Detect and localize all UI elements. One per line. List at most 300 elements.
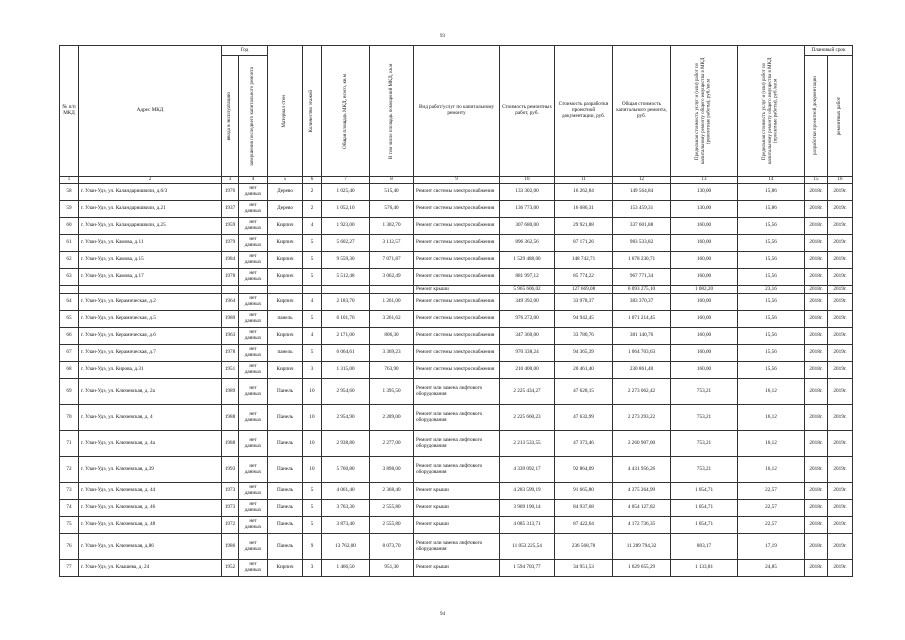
cell-p1: 2018г. — [805, 379, 828, 405]
cell-fl — [303, 286, 322, 294]
cell-p2: 2019г. — [828, 500, 853, 517]
table-row — [60, 294, 853, 311]
cell-y2: нет данных — [239, 483, 268, 500]
table-row — [60, 379, 853, 405]
cell-p1: 2018г. — [805, 252, 828, 269]
cell-addr: г. Улан-Удэ, ул. Ключевская, д. 48 — [79, 517, 222, 534]
table-row — [60, 252, 853, 269]
cell-y1: 1963 — [222, 328, 239, 345]
cell-pa: 515,40 — [370, 184, 414, 201]
cell-mat: панель — [268, 311, 303, 328]
cell-y2: нет данных — [239, 362, 268, 379]
cell-rc: 1 529 488,00 — [500, 252, 555, 269]
cell-l1: 160,00 — [671, 328, 738, 345]
header-premises-area: В том числе площадь помещений МКД, кв.м — [370, 46, 414, 177]
cell-pa: 763,90 — [370, 362, 414, 379]
cell-addr: г. Улан-Удэ, ул. Каландаришвили, д.25 — [79, 218, 222, 235]
cell-l2: 16,12 — [738, 457, 805, 483]
cell-ta: 1 315,00 — [322, 362, 370, 379]
cell-work: Ремонт крыши — [414, 500, 500, 517]
cell-rc: 2 213 533,55 — [500, 431, 555, 457]
cell-y1: 1989 — [222, 379, 239, 405]
cell-l2: 22,57 — [738, 517, 805, 534]
column-number: 13 — [671, 177, 738, 184]
cell-dc: 47 632,99 — [555, 405, 613, 431]
cell-rc: 210 400,00 — [500, 362, 555, 379]
cell-tc: 967 771,34 — [613, 269, 671, 286]
cell-n — [60, 286, 79, 294]
cell-y2: нет данных — [239, 534, 268, 560]
cell-p1: 2018г. — [805, 483, 828, 500]
cell-l1: 753,21 — [671, 405, 738, 431]
cell-rc: 4 085 313,71 — [500, 517, 555, 534]
cell-ta: 1 025,40 — [322, 184, 370, 201]
cell-dc: 47 628,15 — [555, 379, 613, 405]
header-work-type: Вид работ/услуг по капитальному ремонту — [414, 46, 500, 177]
cell-y1: 1978 — [222, 345, 239, 362]
cell-work: Ремонт или замена лифтового оборудования — [414, 457, 500, 483]
column-number: 9 — [414, 177, 500, 184]
cell-p1: 2018г. — [805, 362, 828, 379]
column-number: 15 — [805, 177, 828, 184]
column-number: 14 — [738, 177, 805, 184]
table-row — [60, 500, 853, 517]
column-number: 3 — [222, 177, 239, 184]
cell-tc: 2 273 293,22 — [613, 405, 671, 431]
cell-rc: 2 225 434,27 — [500, 379, 555, 405]
table-row — [60, 235, 853, 252]
cell-tc: 4 375 264,99 — [613, 483, 671, 500]
cell-dc: 20 461,40 — [555, 362, 613, 379]
cell-p1: 2018г. — [805, 269, 828, 286]
cell-work: Ремонт крыши — [414, 286, 500, 294]
cell-y1: 1972 — [222, 517, 239, 534]
header-address: Адрес МКД — [79, 46, 222, 177]
cell-ta: 2 183,70 — [322, 294, 370, 311]
cell-n: 72 — [60, 457, 79, 483]
cell-y2: нет данных — [239, 311, 268, 328]
cell-rc: 136 773,00 — [500, 201, 555, 218]
cell-rc: 896 362,56 — [500, 235, 555, 252]
cell-l1: 160,00 — [671, 218, 738, 235]
cell-fl: 4 — [303, 294, 322, 311]
cell-pa — [370, 286, 414, 294]
cell-l1: 160,00 — [671, 269, 738, 286]
cell-fl: 10 — [303, 379, 322, 405]
cell-p1: 2018г. — [805, 500, 828, 517]
cell-p1: 2018г. — [805, 345, 828, 362]
cell-ta: 3 873,40 — [322, 517, 370, 534]
cell-dc: 236 568,78 — [555, 534, 613, 560]
cell-fl: 10 — [303, 405, 322, 431]
cell-l1: 160,00 — [671, 252, 738, 269]
cell-tc: 1 678 230,71 — [613, 252, 671, 269]
cell-p2: 2019г. — [828, 431, 853, 457]
cell-addr: г. Улан-Удэ, ул. Ключевская, д.86 — [79, 534, 222, 560]
column-number: 2 — [79, 177, 222, 184]
cell-mat: Панель — [268, 457, 303, 483]
cell-dc: 16 686,31 — [555, 201, 613, 218]
cell-fl: 4 — [303, 218, 322, 235]
cell-l2: 16,12 — [738, 379, 805, 405]
cell-work: Ремонт или замена лифтового оборудования — [414, 379, 500, 405]
cell-n: 63 — [60, 269, 79, 286]
cell-pa: 1 395,50 — [370, 379, 414, 405]
cell-rc: 970 338,24 — [500, 345, 555, 362]
cell-tc: 153 459,31 — [613, 201, 671, 218]
cell-p1: 2018г. — [805, 218, 828, 235]
cell-work: Ремонт системы электроснабжения — [414, 269, 500, 286]
cell-p2: 2019г. — [828, 405, 853, 431]
cell-p2: 2019г. — [828, 457, 853, 483]
cell-p2: 2019г. — [828, 534, 853, 560]
cell-n: 59 — [60, 201, 79, 218]
cell-y2: нет данных — [239, 379, 268, 405]
cell-rc: 976 272,00 — [500, 311, 555, 328]
cell-rc: 1 594 703,77 — [500, 560, 555, 577]
cell-p2: 2019г. — [828, 311, 853, 328]
cell-fl: 5 — [303, 500, 322, 517]
cell-addr: г. Улан-Удэ, ул. Клышева, д. 24 — [79, 560, 222, 577]
cell-p1: 2018г. — [805, 517, 828, 534]
cell-addr: г. Улан-Удэ, ул. Ключевская, д. 44 — [79, 483, 222, 500]
cell-y2: нет данных — [239, 218, 268, 235]
cell-p2: 2019г. — [828, 269, 853, 286]
cell-fl: 3 — [303, 560, 322, 577]
header-year-last-repair: завершения последнего капитального ремонта — [239, 56, 268, 177]
cell-pa: 3 261,62 — [370, 311, 414, 328]
cell-y1: 1986 — [222, 534, 239, 560]
cell-p2: 2019г. — [828, 218, 853, 235]
cell-fl: 5 — [303, 483, 322, 500]
cell-addr: г. Улан-Удэ, ул. Каландаришвили, д.21 — [79, 201, 222, 218]
cell-n: 65 — [60, 311, 79, 328]
cell-y2: нет данных — [239, 405, 268, 431]
cell-dc: 33 978,37 — [555, 294, 613, 311]
cell-ta — [322, 286, 370, 294]
cell-addr: г. Улан-Удэ, ул. Ключевская, д. 4а — [79, 431, 222, 457]
cell-tc: 1 064 703,63 — [613, 345, 671, 362]
cell-pa: 2 555,80 — [370, 500, 414, 517]
cell-p1: 2018г. — [805, 201, 828, 218]
cell-addr: г. Улан-Удэ, ул. Каландаришвили, д.6/3 — [79, 184, 222, 201]
header-repair-cost: Стоимость ремонтных работ, руб. — [500, 46, 555, 177]
header-plan-group: Плановый срок — [805, 46, 853, 56]
cell-tc: 4 431 956,26 — [613, 457, 671, 483]
cell-y1: 1973 — [222, 483, 239, 500]
cell-dc: 94 365,39 — [555, 345, 613, 362]
cell-l1: 160,00 — [671, 345, 738, 362]
cell-l2: 15,86 — [738, 201, 805, 218]
cell-mat: Дерево — [268, 201, 303, 218]
cell-pa: 1 302,70 — [370, 218, 414, 235]
cell-mat: Панель — [268, 500, 303, 517]
cell-addr: г. Улан-Удэ, ул. Керамическая, д.7 — [79, 345, 222, 362]
cell-l1: 753,21 — [671, 457, 738, 483]
cell-ta: 2 954,60 — [322, 379, 370, 405]
cell-tc: 1 629 655,29 — [613, 560, 671, 577]
header-total-area: Общая площадь МКД, всего, кв.м — [322, 46, 370, 177]
cell-rc: 307 680,00 — [500, 218, 555, 235]
cell-work: Ремонт системы электроснабжения — [414, 362, 500, 379]
cell-p1: 2018г. — [805, 184, 828, 201]
cell-fl: 5 — [303, 517, 322, 534]
cell-rc: 881 997,12 — [500, 269, 555, 286]
cell-y1: 1964 — [222, 294, 239, 311]
cell-mat: Панель — [268, 483, 303, 500]
cell-y1: 1959 — [222, 218, 239, 235]
cell-ta: 9 559,30 — [322, 252, 370, 269]
cell-work: Ремонт крыши — [414, 560, 500, 577]
cell-rc: 11 053 225,54 — [500, 534, 555, 560]
cell-l2: 22,57 — [738, 500, 805, 517]
cell-mat: панель — [268, 345, 303, 362]
table-row — [60, 345, 853, 362]
cell-y2: нет данных — [239, 500, 268, 517]
cell-rc: 3 969 190,14 — [500, 500, 555, 517]
cell-mat: Кирпич — [268, 328, 303, 345]
cell-l2: 15,56 — [738, 269, 805, 286]
cell-l1: 160,00 — [671, 362, 738, 379]
cell-pa: 3 369,23 — [370, 345, 414, 362]
header-wall-material: Материал стен — [268, 46, 303, 177]
header-year-commission: ввода в эксплуатацию — [222, 56, 239, 177]
cell-p2: 2019г. — [828, 294, 853, 311]
cell-work: Ремонт системы электроснабжения — [414, 218, 500, 235]
cell-l1: 803,17 — [671, 534, 738, 560]
cell-work: Ремонт или замена лифтового оборудования — [414, 431, 500, 457]
cell-p2: 2019г. — [828, 483, 853, 500]
cell-addr: г. Улан-Удэ, ул. Керамическая, д.5 — [79, 311, 222, 328]
cell-l2: 22,57 — [738, 483, 805, 500]
cell-l1: 1 082,20 — [671, 286, 738, 294]
header-total-cost: Общая стоимость капитального ремонта, руб. — [613, 46, 671, 177]
cell-y2 — [239, 286, 268, 294]
header-floors: Количество этажей — [303, 46, 322, 177]
cell-ta: 4 061,40 — [322, 483, 370, 500]
cell-pa: 3 898,00 — [370, 457, 414, 483]
cell-tc: 230 861,40 — [613, 362, 671, 379]
cell-mat: Панель — [268, 379, 303, 405]
cell-y2: нет данных — [239, 201, 268, 218]
cell-l2: 15,56 — [738, 345, 805, 362]
cell-pa: 2 368,40 — [370, 483, 414, 500]
cell-tc: 149 564,84 — [613, 184, 671, 201]
cell-tc: 4 054 127,82 — [613, 500, 671, 517]
cell-fl: 2 — [303, 201, 322, 218]
cell-l2: 15,56 — [738, 218, 805, 235]
cell-n: 58 — [60, 184, 79, 201]
cell-tc: 383 370,37 — [613, 294, 671, 311]
page-number-bottom: 94 — [440, 612, 445, 617]
cell-n: 60 — [60, 218, 79, 235]
cell-p1: 2018г. — [805, 286, 828, 294]
cell-y1 — [222, 286, 239, 294]
cell-y1: 1976 — [222, 184, 239, 201]
cell-l2: 23,16 — [738, 286, 805, 294]
cell-y2: нет данных — [239, 252, 268, 269]
cell-y1: 1937 — [222, 201, 239, 218]
column-number: 1 — [60, 177, 79, 184]
cell-n: 70 — [60, 405, 79, 431]
cell-l1: 753,21 — [671, 431, 738, 457]
cell-mat: Дерево — [268, 184, 303, 201]
cell-n: 62 — [60, 252, 79, 269]
column-number: 4 — [239, 177, 268, 184]
cell-l1: 1 054,71 — [671, 517, 738, 534]
table-row — [60, 517, 853, 534]
cell-mat: Кирпич — [268, 218, 303, 235]
cell-dc: 33 780,76 — [555, 328, 613, 345]
cell-rc: 349 392,00 — [500, 294, 555, 311]
cell-n: 77 — [60, 560, 79, 577]
cell-pa: 8 073,70 — [370, 534, 414, 560]
cell-addr: г. Улан-Удэ, ул. Ключевская, д. 46 — [79, 500, 222, 517]
cell-pa: 576,40 — [370, 201, 414, 218]
cell-addr: г. Улан-Удэ, ул. Камова, д.11 — [79, 235, 222, 252]
cell-dc: 84 937,68 — [555, 500, 613, 517]
cell-ta: 5 512,48 — [322, 269, 370, 286]
cell-y1: 1952 — [222, 560, 239, 577]
cell-l1: 1 133,81 — [671, 560, 738, 577]
cell-fl: 9 — [303, 534, 322, 560]
cell-work: Ремонт системы электроснабжения — [414, 311, 500, 328]
cell-pa: 7 071,87 — [370, 252, 414, 269]
table-row — [60, 560, 853, 577]
cell-p2: 2019г. — [828, 517, 853, 534]
cell-work: Ремонт системы электроснабжения — [414, 201, 500, 218]
cell-pa: 3 062,49 — [370, 269, 414, 286]
cell-y2: нет данных — [239, 345, 268, 362]
cell-l2: 15,86 — [738, 184, 805, 201]
cell-mat: Панель — [268, 431, 303, 457]
table-row — [60, 201, 853, 218]
cell-work: Ремонт или замена лифтового оборудования — [414, 534, 500, 560]
cell-fl: 5 — [303, 235, 322, 252]
cell-work: Ремонт крыши — [414, 483, 500, 500]
cell-ta: 1 923,00 — [322, 218, 370, 235]
cell-n: 66 — [60, 328, 79, 345]
cell-addr — [79, 286, 222, 294]
cell-addr: г. Улан-Удэ, ул. Кирова, д.31 — [79, 362, 222, 379]
cell-pa: 951,30 — [370, 560, 414, 577]
cell-ta: 3 763,30 — [322, 500, 370, 517]
cell-ta: 1 466,50 — [322, 560, 370, 577]
cell-tc: 983 533,82 — [613, 235, 671, 252]
cell-dc: 87 422,64 — [555, 517, 613, 534]
cell-y1: 1979 — [222, 235, 239, 252]
cell-addr: г. Улан-Удэ, ул. Керамическая, д.2 — [79, 294, 222, 311]
cell-p2: 2019г. — [828, 252, 853, 269]
cell-rc: 347 360,00 — [500, 328, 555, 345]
cell-work: Ремонт или замена лифтового оборудования — [414, 405, 500, 431]
cell-n: 64 — [60, 294, 79, 311]
column-number: 10 — [500, 177, 555, 184]
table-row — [60, 184, 853, 201]
cell-rc: 133 302,00 — [500, 184, 555, 201]
cell-n: 61 — [60, 235, 79, 252]
table-row — [60, 405, 853, 431]
column-number: 11 — [555, 177, 613, 184]
cell-p2: 2019г. — [828, 201, 853, 218]
cell-y2: нет данных — [239, 235, 268, 252]
cell-n: 76 — [60, 534, 79, 560]
cell-addr: г. Улан-Удэ, ул. Керамическая, д.6 — [79, 328, 222, 345]
cell-l2: 15,56 — [738, 235, 805, 252]
table-row — [60, 269, 853, 286]
table-row — [60, 311, 853, 328]
column-number: 8 — [370, 177, 414, 184]
cell-p2: 2019г. — [828, 362, 853, 379]
cell-ta: 5 602,27 — [322, 235, 370, 252]
cell-dc: 87 171,26 — [555, 235, 613, 252]
cell-y1: 1978 — [222, 269, 239, 286]
cell-mat — [268, 286, 303, 294]
cell-rc: 4 283 599,19 — [500, 483, 555, 500]
cell-l2: 16,12 — [738, 405, 805, 431]
cell-fl: 4 — [303, 328, 322, 345]
cell-tc: 337 601,88 — [613, 218, 671, 235]
cell-dc: 16 262,84 — [555, 184, 613, 201]
column-numbers-row — [60, 177, 853, 184]
cell-l1: 1 054,71 — [671, 500, 738, 517]
column-number: 6 — [303, 177, 322, 184]
header-limit-design: Предельная стоимость услуг и (или) работ по капитальному ремонту общего имущества в МКД (проектные работы), руб./кв.м — [738, 46, 805, 177]
cell-y1: 1973 — [222, 500, 239, 517]
cell-l2: 17,19 — [738, 534, 805, 560]
cell-work: Ремонт системы электроснабжения — [414, 235, 500, 252]
cell-dc: 127 669,08 — [555, 286, 613, 294]
table-row — [60, 328, 853, 345]
cell-dc: 94 942,45 — [555, 311, 613, 328]
table-row — [60, 286, 853, 294]
cell-addr: г. Улан-Удэ, ул. Камова, д.15 — [79, 252, 222, 269]
cell-y2: нет данных — [239, 457, 268, 483]
cell-l2: 15,56 — [738, 294, 805, 311]
cell-pa: 2 277,00 — [370, 431, 414, 457]
cell-tc: 381 140,76 — [613, 328, 671, 345]
column-number: 5 — [268, 177, 303, 184]
cell-l2: 24,85 — [738, 560, 805, 577]
cell-tc: 2 273 062,42 — [613, 379, 671, 405]
cell-dc: 34 951,53 — [555, 560, 613, 577]
cell-dc: 47 373,46 — [555, 431, 613, 457]
column-number: 16 — [828, 177, 853, 184]
cell-p2: 2019г. — [828, 560, 853, 577]
column-number: 7 — [322, 177, 370, 184]
cell-mat: Кирпич — [268, 235, 303, 252]
cell-tc: 6 093 275,10 — [613, 286, 671, 294]
cell-fl: 10 — [303, 431, 322, 457]
cell-y1: 1988 — [222, 405, 239, 431]
cell-p2: 2019г. — [828, 345, 853, 362]
cell-tc: 11 289 794,32 — [613, 534, 671, 560]
header-num: № п/п МКД — [60, 46, 79, 177]
cell-ta: 2 938,80 — [322, 431, 370, 457]
capital-repair-table — [59, 45, 853, 577]
cell-p1: 2018г. — [805, 235, 828, 252]
cell-y2: нет данных — [239, 184, 268, 201]
cell-n: 68 — [60, 362, 79, 379]
cell-fl: 5 — [303, 345, 322, 362]
cell-tc: 2 260 907,00 — [613, 431, 671, 457]
cell-mat: Панель — [268, 405, 303, 431]
cell-work: Ремонт системы электроснабжения — [414, 252, 500, 269]
cell-pa: 806,30 — [370, 328, 414, 345]
cell-ta: 2 954,90 — [322, 405, 370, 431]
cell-mat: Кирпич — [268, 560, 303, 577]
cell-y2: нет данных — [239, 328, 268, 345]
